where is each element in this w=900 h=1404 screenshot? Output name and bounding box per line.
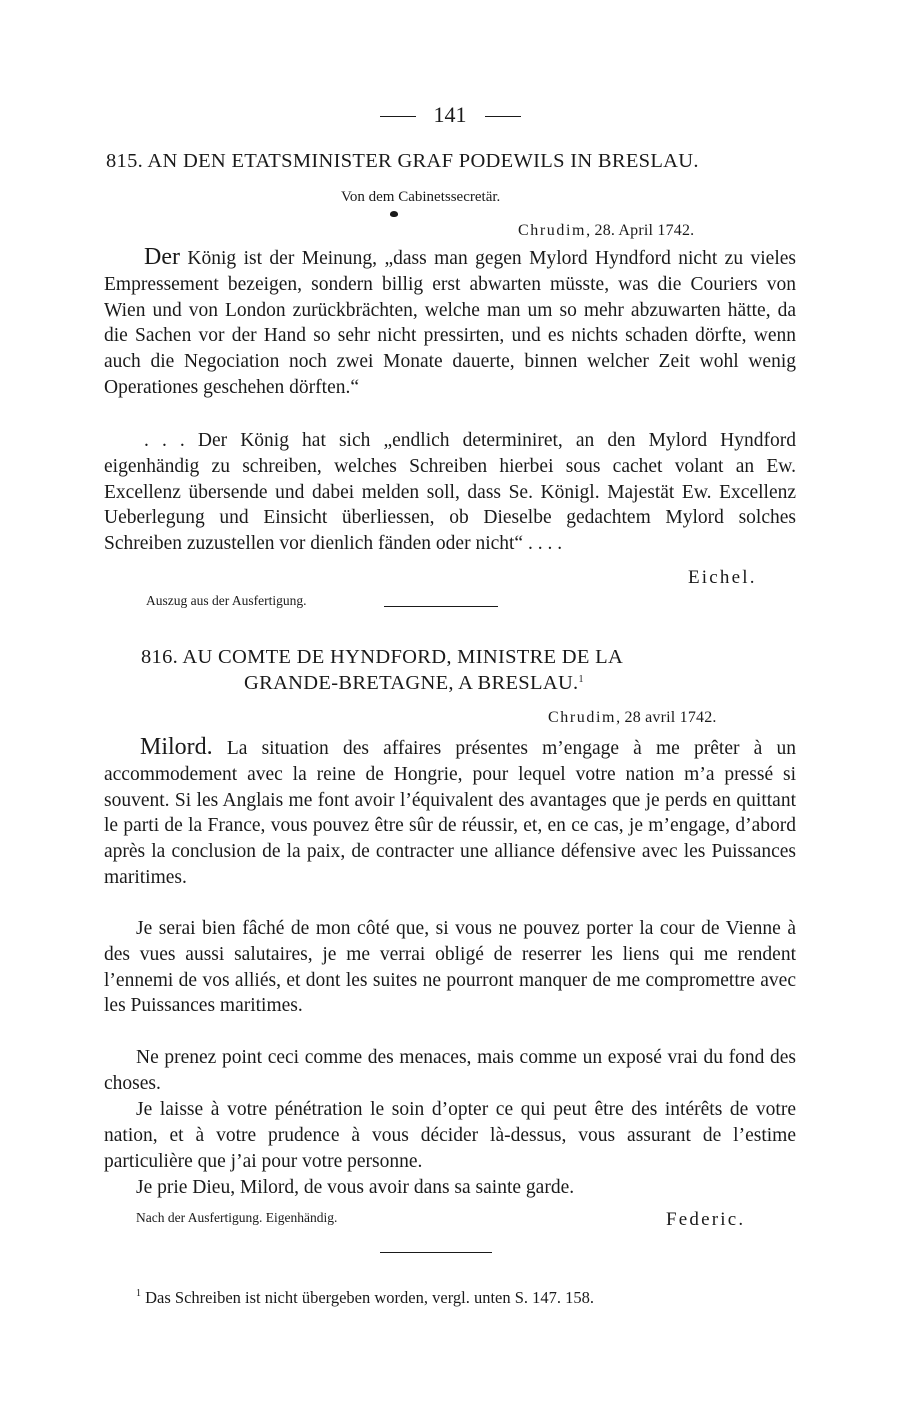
- letter-815-date: , 28. April 1742.: [586, 222, 695, 239]
- letter-815-place: Chrudim: [518, 222, 587, 239]
- letter-815-paragraph-1-text: König ist der Meinung, „dass man gegen Mylord Hyndford nicht zu vieles Empressement bezeigen, sondern billig erst abwarten müsste, was die Couriers von Wien und von London zurückbrächten, welche man um so mehr abzuwarten hätte, da die Sachen vor der Hand so sehr nicht pressirten, und es nichts schaden dörfte, wenn auch die Negociation noch zwei Monate dauerte, binnen welcher Zeit wohl wenig Operationes geschehen dörften.“: [104, 248, 796, 398]
- letter-815-heading: 815. AN DEN ETATSMINISTER GRAF PODEWILS IN BRESLAU.: [106, 150, 699, 172]
- letter-816-paragraph-4: Je laisse à votre pénétration le soin d’opter ce qui peut être des intérêts de votre nation, et à votre prudence à vous décider là-dessus, vous assurant de l’estime particulière que j’ai pour votre personne.: [104, 1099, 796, 1172]
- letter-816-source-note: Nach der Ausfertigung. Eigenhändig.: [136, 1210, 338, 1225]
- page-number-dash-right: [485, 116, 521, 117]
- letter-815-paragraph-1-lead: Der: [144, 244, 180, 270]
- footnote-text: Das Schreiben ist nicht übergeben worden, vergl. unten S. 147. 158.: [145, 1288, 595, 1307]
- letter-816-dateline: [548, 709, 717, 727]
- letter-816-heading-line-2-text: GRANDE-BRETAGNE, A BRESLAU.: [244, 672, 579, 694]
- letter-815-source-note: Auszug aus der Ausfertigung.: [146, 593, 307, 608]
- footnote-reference: 1: [578, 674, 584, 685]
- footnote-mark: 1: [136, 1288, 141, 1299]
- letter-816-paragraph-1-lead: Milord.: [140, 734, 213, 760]
- letter-816-paragraph-5: Je prie Dieu, Milord, de vous avoir dans sa sainte garde.: [136, 1177, 575, 1198]
- letter-816-paragraph-1: [104, 735, 796, 891]
- letter-816-paragraph-1-text: La situation des affaires présentes m’engage à me prêter à un accommodement avec la reine de Hongrie, pour lequel votre nation m’a pressé si souvent. Si les Anglais me font avoir l’équivalent des avantages que je perds en quittant le parti de la France, vous pouvez être sûr de réussir, et, en ce cas, je m’engage, d’abord après la conclusion de la paix, de contracter une alliance défensive avec les Puissances maritimes.: [104, 738, 796, 888]
- letter-816-date: , 28 avril 1742.: [616, 709, 717, 726]
- letter-816-paragraph-3: Ne prenez point ceci comme des menaces, mais comme un exposé vrai du fond des choses.: [104, 1047, 796, 1094]
- letter-816-heading-line-2: [244, 672, 584, 695]
- letter-815-signature: Eichel.: [688, 567, 757, 588]
- footnote-divider: [380, 1252, 492, 1253]
- page-number-dash-left: [380, 116, 416, 117]
- letter-816-signature: Federic.: [666, 1209, 746, 1230]
- letter-816-paragraph-2: Je serai bien fâché de mon côté que, si vous ne pouvez porter la cour de Vienne à des vues aussi salutaires, je me verrai obligé de reserrer les liens qui me rendent l’ennemi de vos alliés, et dont les suites ne pourront manquer de me compromettre avec les Puissances maritimes.: [104, 918, 796, 1017]
- ink-mark-icon: [390, 211, 398, 217]
- section-divider: [384, 606, 498, 607]
- letter-815-paragraph-1: [104, 245, 796, 401]
- footnote: [136, 1288, 594, 1308]
- letter-816-place: Chrudim: [548, 709, 617, 726]
- letter-815-dateline: [518, 222, 694, 240]
- letter-816-heading-line-1: 816. AU COMTE DE HYNDFORD, MINISTRE DE LA: [141, 646, 624, 668]
- letter-815-paragraph-2: . . . Der König hat sich „endlich determiniret, an den Mylord Hyndford eigenhändig zu schreiben, welches Schreiben hierbei sous cachet volant an Ew. Excellenz übersende und dabei melden soll, dass Se. Königl. Majestät Ew. Excellenz Ueberlegung und Einsicht überliessen, ob Dieselbe gedachtem Mylord solches Schreiben zuzustellen vor dienlich fänden oder nicht“ . . . .: [104, 430, 796, 555]
- page-number-text: 141: [433, 102, 467, 127]
- page-number: [0, 102, 900, 128]
- letter-815-subheading: Von dem Cabinetssecretär.: [341, 189, 501, 205]
